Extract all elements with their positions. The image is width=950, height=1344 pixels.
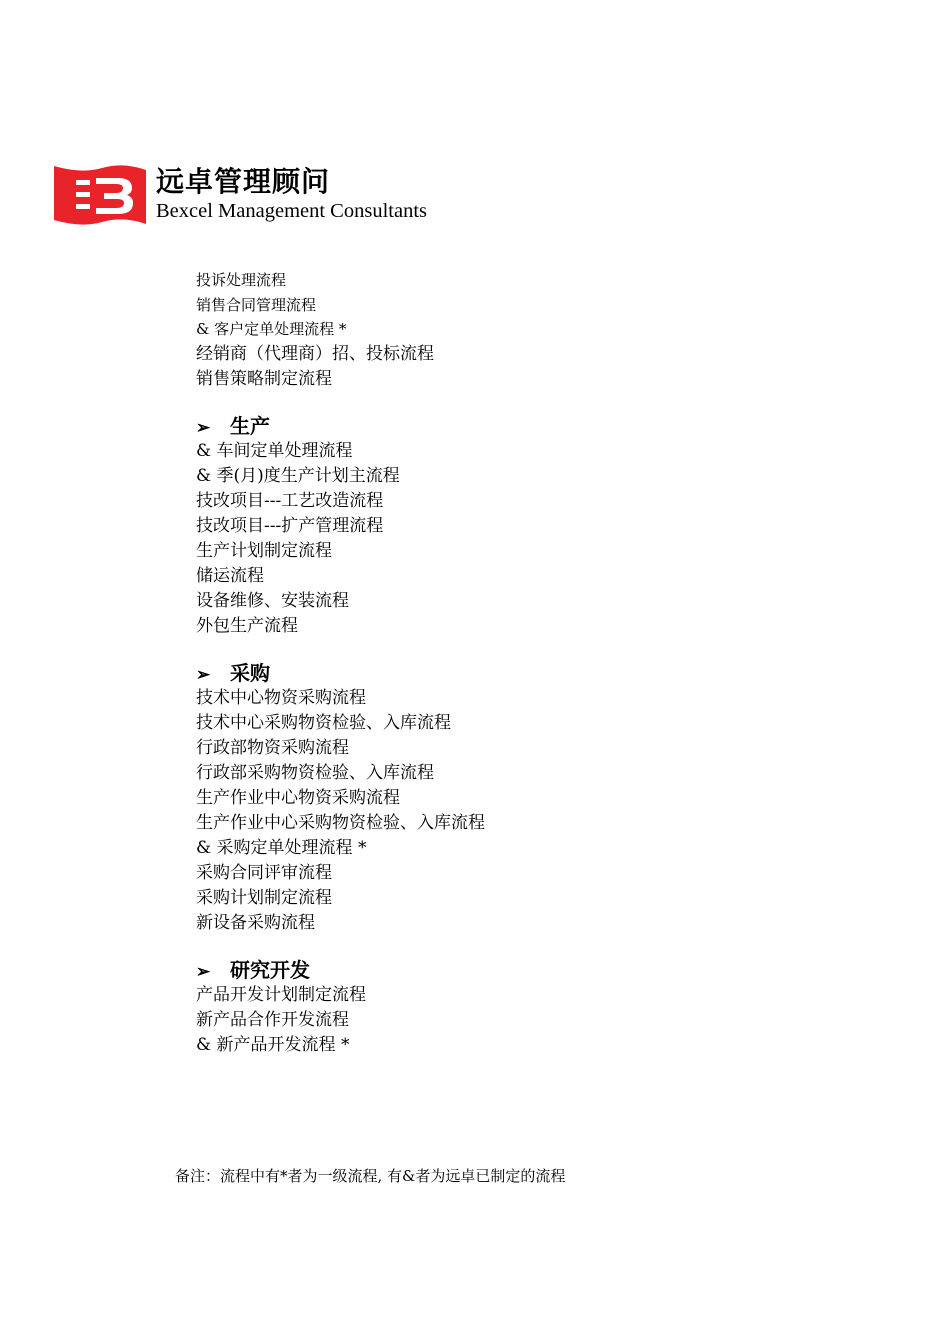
arrow-bullet-icon: ➢ bbox=[196, 961, 211, 982]
list-item: 经销商（代理商）招、投标流程 bbox=[196, 343, 434, 364]
list-item: 新设备采购流程 bbox=[196, 912, 315, 933]
list-item: 行政部物资采购流程 bbox=[196, 737, 349, 758]
process-list bbox=[196, 268, 896, 1058]
section-heading-purchasing bbox=[196, 660, 896, 686]
list-item: 产品开发计划制定流程 bbox=[196, 984, 366, 1005]
list-item: 投诉处理流程 bbox=[196, 271, 287, 289]
company-logo bbox=[52, 160, 492, 232]
list-item: & 季(月)度生产计划主流程 bbox=[196, 465, 400, 486]
section-heading-rnd bbox=[196, 957, 896, 983]
section-title: 研究开发 bbox=[230, 957, 310, 982]
list-item: & 车间定单处理流程 bbox=[196, 440, 353, 461]
list-item: 新产品合作开发流程 bbox=[196, 1009, 349, 1030]
section-heading-production bbox=[196, 413, 896, 439]
list-item: 销售策略制定流程 bbox=[196, 368, 332, 389]
list-item: & 采购定单处理流程 * bbox=[196, 837, 367, 858]
list-item: 技改项目---工艺改造流程 bbox=[196, 490, 384, 511]
list-item: 生产作业中心采购物资检验、入库流程 bbox=[196, 812, 485, 833]
section-title: 生产 bbox=[230, 413, 270, 438]
arrow-bullet-icon: ➢ bbox=[196, 664, 211, 685]
list-item: 采购合同评审流程 bbox=[196, 862, 332, 883]
list-item: 销售合同管理流程 bbox=[196, 295, 317, 314]
bexcel-flag-logo-icon bbox=[52, 162, 148, 230]
list-item: 技改项目---扩产管理流程 bbox=[196, 515, 384, 536]
arrow-bullet-icon: ➢ bbox=[196, 417, 211, 438]
list-item: 储运流程 bbox=[196, 565, 264, 586]
logo-chinese-name: 远卓管理顾问 bbox=[156, 165, 331, 198]
list-item: & 新产品开发流程 * bbox=[196, 1034, 350, 1055]
list-item: 技术中心采购物资检验、入库流程 bbox=[196, 712, 451, 733]
list-item: 采购计划制定流程 bbox=[196, 887, 332, 908]
footer-note: 备注：流程中有*者为一级流程, 有&者为远卓已制定的流程 bbox=[175, 1167, 566, 1185]
list-item: 技术中心物资采购流程 bbox=[196, 687, 366, 708]
logo-english-name: Bexcel Management Consultants bbox=[156, 200, 427, 222]
list-item: 生产作业中心物资采购流程 bbox=[196, 787, 400, 808]
list-item: 设备维修、安装流程 bbox=[196, 590, 349, 611]
list-item: & 客户定单处理流程 * bbox=[196, 320, 347, 338]
list-item: 外包生产流程 bbox=[196, 615, 298, 636]
list-item: 生产计划制定流程 bbox=[196, 540, 332, 561]
list-item: 行政部采购物资检验、入库流程 bbox=[196, 762, 434, 783]
section-title: 采购 bbox=[230, 660, 270, 685]
